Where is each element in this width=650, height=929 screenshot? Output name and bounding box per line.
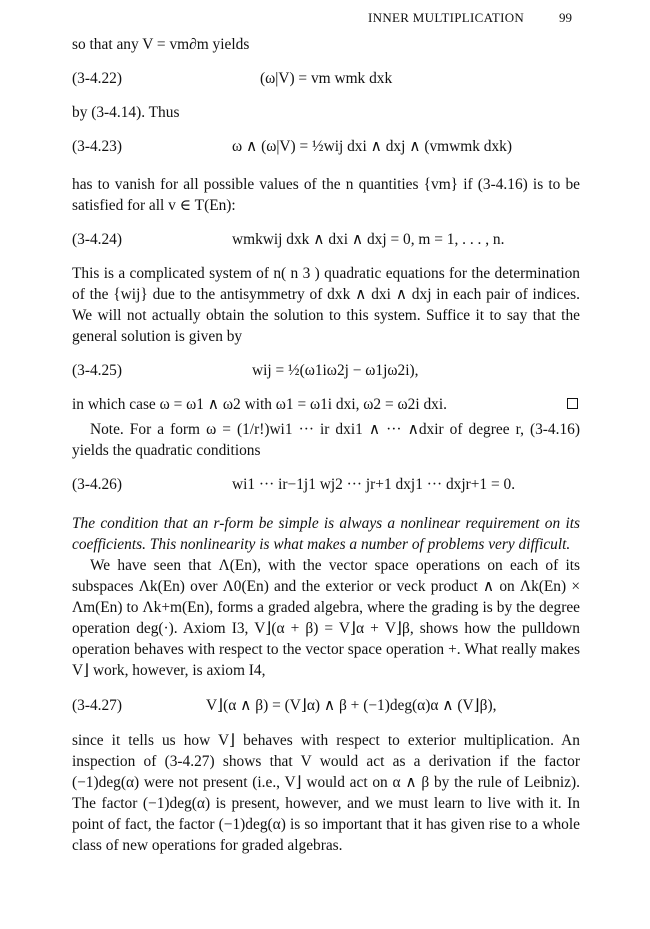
equation-3-4-26 xyxy=(72,474,580,495)
equation-body: wij = ½(ω1iω2j − ω1jω2i), xyxy=(252,362,419,379)
equation-body: V⌋(α ∧ β) = (V⌋α) ∧ β + (−1)deg(α)α ∧ (V⌋β), xyxy=(206,697,497,714)
paragraph-graded-algebra: We have seen that Λ(En), with the vector space operations on each of its subspaces Λk(En) over Λ0(En) and the exterior or veck product ∧ on Λk(En) × Λm(En) to Λk+m(En), forms a graded algebra, where the grading is by the degree operation deg(·). Axiom I3, V⌋(α + β) = V⌋α + V⌋β, shows how the pulldown operation behaves with respect to the vector space operation +. What really makes V⌋ work, however, is axiom I4, xyxy=(72,557,580,679)
paragraph-5-row xyxy=(72,394,580,415)
paragraph-4: This is a complicated system of n( n 3 ) quadratic equations for the determination of the {wij} due to the antisymmetry of dxk ∧ dxi ∧ dxj in each pair of indices. We will not actually obtain the solution to this system. Suffice it to say that the general solution is given by xyxy=(72,265,580,345)
equation-label: (3-4.27) xyxy=(72,697,123,714)
end-of-proof-box xyxy=(567,398,578,409)
equation-3-4-24 xyxy=(72,229,580,250)
equation-label: (3-4.24) xyxy=(72,231,123,248)
paragraph-5: in which case ω = ω1 ∧ ω2 with ω1 = ω1i dxi, ω2 = ω2i dxi. xyxy=(72,396,447,413)
paragraph-note: Note. For a form ω = (1/r!)wi1 ··· ir dxi1 ∧ ··· ∧dxir of degree r, (3-4.16) yields the quadratic conditions xyxy=(72,421,580,459)
equation-body: (ω|V) = vm wmk dxk xyxy=(260,70,393,87)
paragraph-1: so that any V = vm∂m yields xyxy=(72,36,250,53)
running-title: INNER MULTIPLICATION xyxy=(368,10,525,25)
paragraph-derivation: since it tells us how V⌋ behaves with respect to exterior multiplication. An inspection of (3-4.27) shows that V would act as a derivation if the factor (−1)deg(α) were not present (i.e., V⌋ would act on α ∧ β by the rule of Leibniz). The factor (−1)deg(α) is present, however, and we must learn to live with it. In point of fact, the factor (−1)deg(α) is so important that it has given rise to a whole class of new operations for graded algebras. xyxy=(72,732,580,854)
running-header xyxy=(0,10,650,30)
equation-body: wmkwij dxk ∧ dxi ∧ dxj = 0, m = 1, . . . , n. xyxy=(232,231,505,248)
equation-3-4-23 xyxy=(72,136,580,157)
paragraph-2: by (3-4.14). Thus xyxy=(72,104,180,121)
equation-label: (3-4.23) xyxy=(72,138,123,155)
equation-label: (3-4.25) xyxy=(72,362,123,379)
equation-body: wi1 ··· ir−1j1 wj2 ··· jr+1 dxj1 ··· dxjr+1 = 0. xyxy=(232,476,516,493)
page-body xyxy=(72,34,580,856)
equation-3-4-27 xyxy=(72,695,580,716)
equation-label: (3-4.26) xyxy=(72,476,123,493)
paragraph-simple-form: The condition that an r-form be simple is always a nonlinear requirement on its coefficients. This nonlinearity is what makes a number of problems very difficult. xyxy=(72,515,580,553)
equation-3-4-22 xyxy=(72,68,580,89)
equation-3-4-25 xyxy=(72,360,580,381)
equation-body: ω ∧ (ω|V) = ½wij dxi ∧ dxj ∧ (vmwmk dxk) xyxy=(232,138,512,155)
page-number: 99 xyxy=(559,10,572,25)
equation-label: (3-4.22) xyxy=(72,70,123,87)
paragraph-3: has to vanish for all possible values of the n quantities {vm} if (3-4.16) is to be satisfied for all v ∈ T(En): xyxy=(72,176,580,214)
